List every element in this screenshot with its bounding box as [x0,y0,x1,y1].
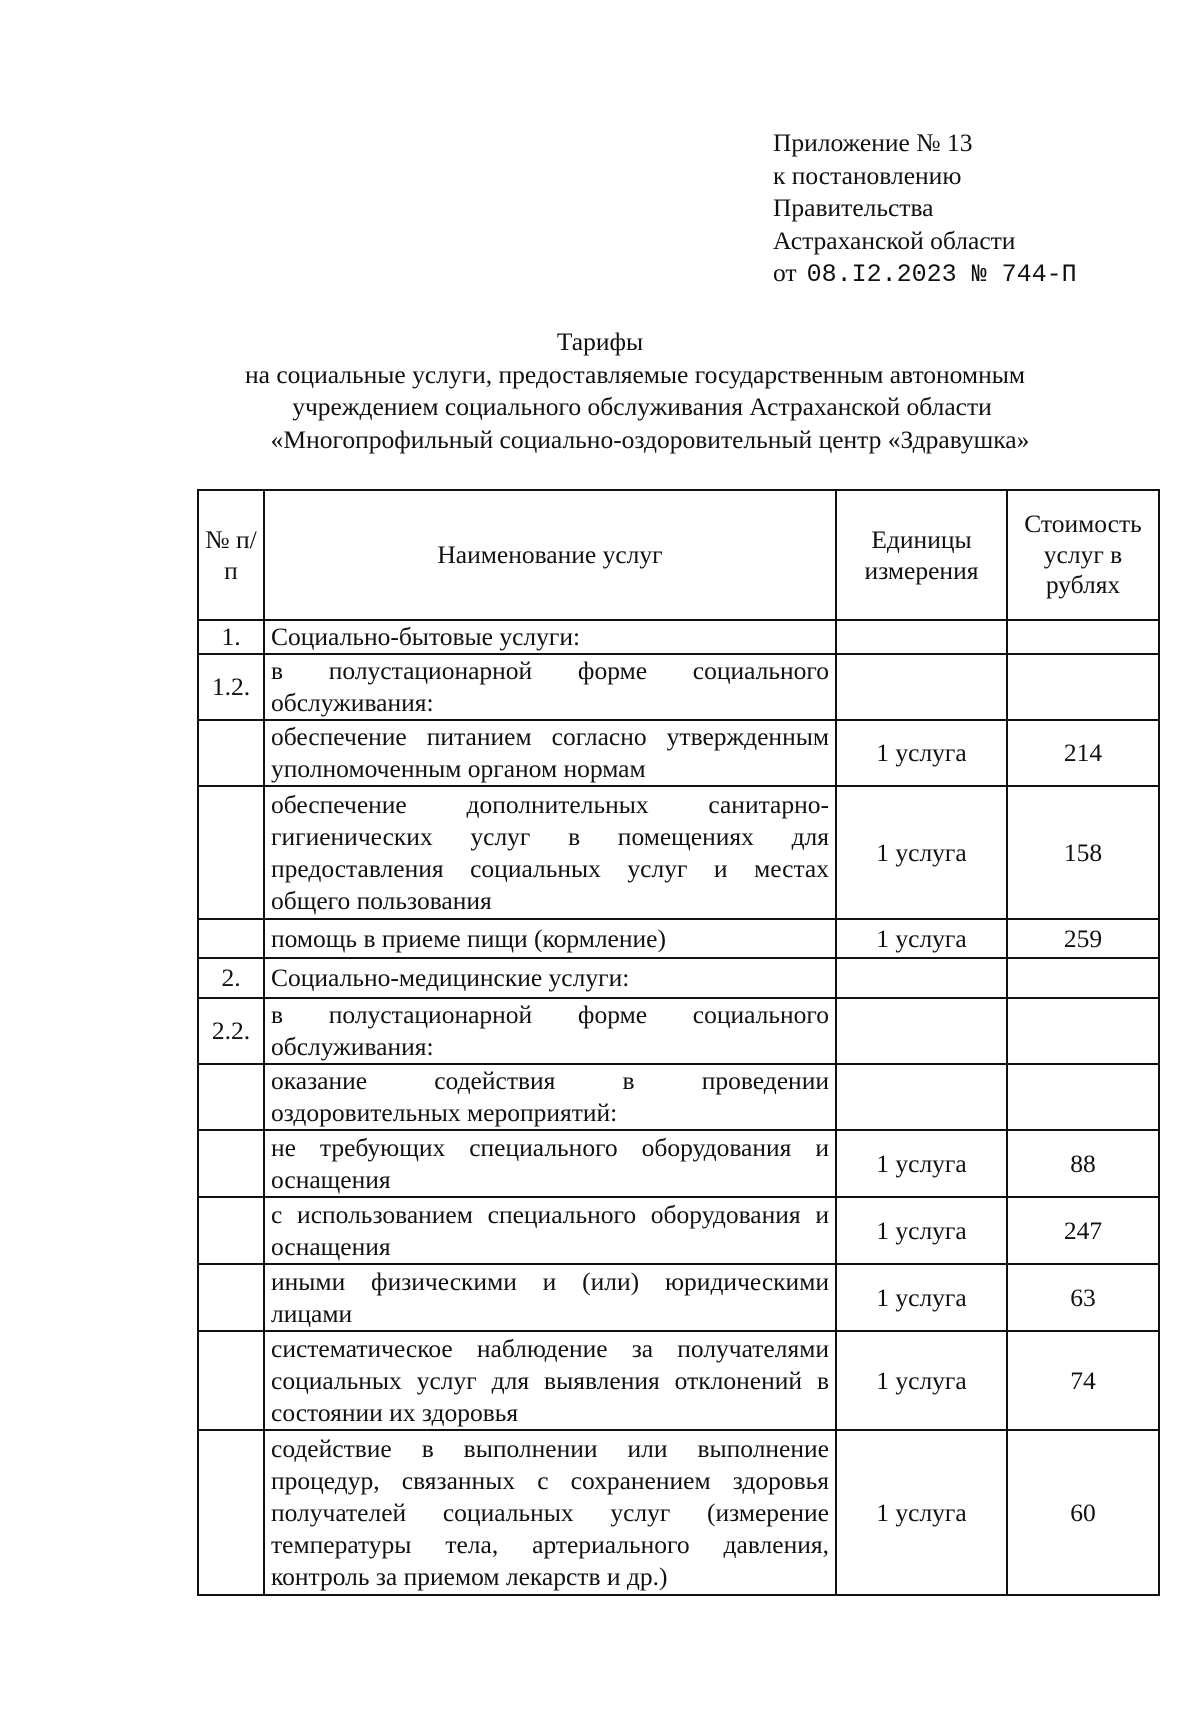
row-num [198,1064,264,1130]
row-unit [836,620,1007,654]
row-cost: 214 [1007,720,1159,786]
row-num: 1.2. [198,654,264,720]
row-unit [836,1064,1007,1130]
appendix-block [773,127,1077,292]
appendix-date-line [773,257,1077,292]
row-unit: 1 услуга [836,720,1007,786]
row-num [198,786,264,919]
row-cost: 158 [1007,786,1159,919]
row-cost [1007,958,1159,998]
row-name: оказание содействия в проведении оздоровительных мероприятий: [264,1064,836,1130]
appendix-line: Правительства [773,193,934,222]
table-row [198,654,1159,720]
row-num: 2.2. [198,998,264,1064]
row-name: Социально-бытовые услуги: [264,620,836,654]
table-row [198,1430,1159,1595]
row-name: с использованием специального оборудования и оснащения [264,1197,836,1264]
table-row [198,1197,1159,1264]
table-row [198,919,1159,958]
table-row [198,958,1159,998]
appendix-line: Астраханской области [773,225,1016,255]
row-name: Социально-медицинские услуги: [264,958,836,998]
row-num: 2. [198,958,264,998]
row-name: иными физическими и (или) юридическими лицами [264,1264,836,1331]
row-cost: 74 [1007,1331,1159,1430]
table-row [198,1130,1159,1197]
row-unit: 1 услуга [836,786,1007,919]
row-unit [836,654,1007,720]
header-name: Наименование услуг [264,490,836,620]
row-num [198,1331,264,1430]
row-num [198,1430,264,1595]
row-num [198,919,264,958]
row-name: содействие в выполнении или выполнение процедур, связанных с сохранением здоровья получателей социальных услуг (измерение температуры тела, артериального давления, контроль за приемом лекарств и др.) [264,1430,836,1595]
table-row [198,786,1159,919]
row-cost [1007,998,1159,1064]
document-title [0,326,1200,456]
date-number: 08.I2.2023 № 744-П [806,260,1077,289]
header-cost: Стоимость услуг в рублях [1007,490,1159,620]
row-unit [836,998,1007,1064]
table-row [198,1264,1159,1331]
header-num: № п/п [198,490,264,620]
row-unit: 1 услуга [836,1264,1007,1331]
row-cost: 259 [1007,919,1159,958]
tariff-table [197,489,1160,1596]
row-cost [1007,620,1159,654]
title-line-1: Тарифы [556,327,644,356]
row-cost: 88 [1007,1130,1159,1197]
table-row [198,620,1159,654]
row-num [198,720,264,786]
row-cost: 63 [1007,1264,1159,1331]
row-unit: 1 услуга [836,919,1007,958]
appendix-line: Приложение № 13 [773,128,973,157]
row-cost [1007,1064,1159,1130]
table-row [198,1331,1159,1430]
row-name: в полустационарной форме социального обслуживания: [264,654,836,720]
row-name: обеспечение дополнительных санитарно-гигиенических услуг в помещениях для предоставления социальных услуг и местах общего пользования [264,786,836,919]
row-name: не требующих специального оборудования и оснащения [264,1130,836,1197]
table-row [198,1064,1159,1130]
row-unit: 1 услуга [836,1197,1007,1264]
row-unit: 1 услуга [836,1331,1007,1430]
row-unit: 1 услуга [836,1430,1007,1595]
row-num [198,1197,264,1264]
row-unit [836,958,1007,998]
row-cost: 60 [1007,1430,1159,1595]
header-unit: Единицы измерения [836,490,1007,620]
row-name: систематическое наблюдение за получателями социальных услуг для выявления отклонений в состоянии их здоровья [264,1331,836,1430]
row-name: в полустационарной форме социального обслуживания: [264,998,836,1064]
table-header-row [198,490,1159,620]
row-cost [1007,654,1159,720]
row-num [198,1130,264,1197]
row-name: помощь в приеме пищи (кормление) [264,919,836,958]
row-num: 1. [198,620,264,654]
row-cost: 247 [1007,1197,1159,1264]
table-row [198,998,1159,1064]
appendix-line: к постановлению [773,160,962,190]
row-num [198,1264,264,1331]
date-prefix: от [773,258,797,287]
title-line-2: на социальные услуги, предоставляемые государственным автономным [245,359,1025,389]
row-name: обеспечение питанием согласно утвержденным уполномоченным органом нормам [264,720,836,786]
title-line-3: учреждением социального обслуживания Астраханской области [292,392,992,421]
table-row [198,720,1159,786]
row-unit: 1 услуга [836,1130,1007,1197]
title-line-4: «Многопрофильный социально-оздоровительный центр «Здравушка» [270,424,1030,454]
